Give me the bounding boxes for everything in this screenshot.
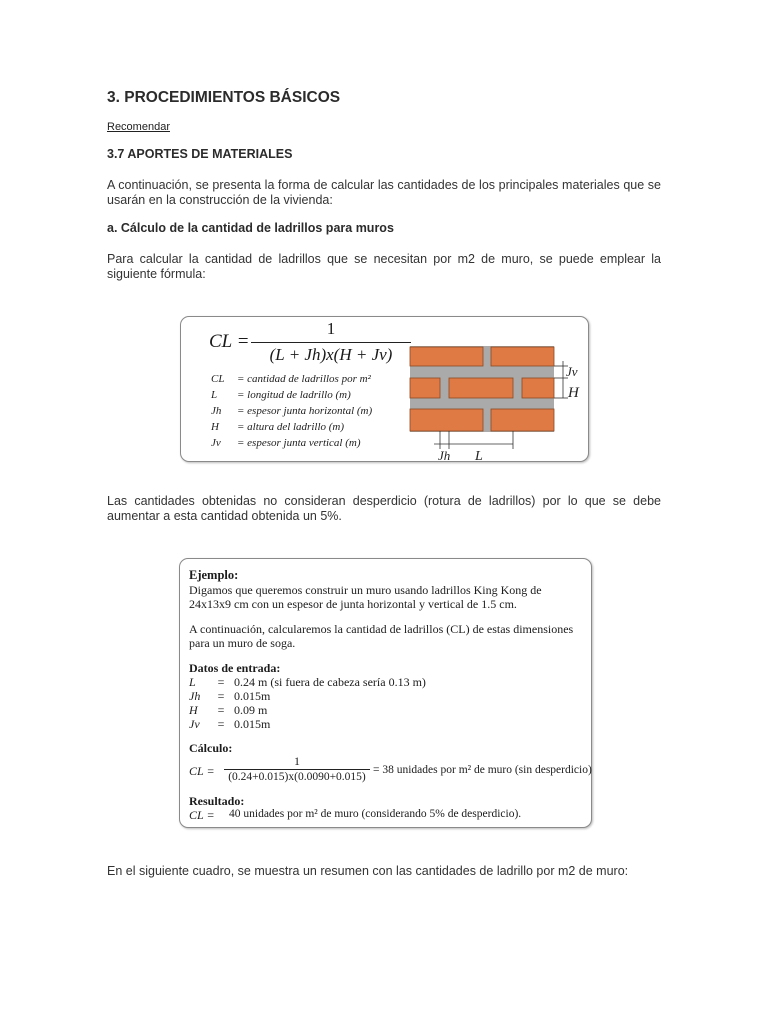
jh-label: Jh <box>438 448 451 461</box>
brick <box>491 347 554 366</box>
calc-title: Cálculo: <box>189 741 233 755</box>
calc-denominator: (0.24+0.015)x(0.0090+0.015) <box>228 771 366 783</box>
input-row: Jv = 0.015m <box>189 717 271 731</box>
input-row: Jh = 0.015m <box>189 689 271 703</box>
brick <box>410 409 483 431</box>
page-title: 3. PROCEDIMIENTOS BÁSICOS <box>107 89 341 106</box>
legend-row: Jh = espesor junta horizontal (m) <box>211 405 373 417</box>
legend-row: Jv = espesor junta vertical (m) <box>211 437 361 449</box>
example-text-line: para un muro de soga. <box>189 636 296 650</box>
fraction-bar <box>251 342 411 343</box>
example-text-line: A continuación, calcularemos la cantidad de ladrillos (CL) de estas dimensiones <box>189 622 574 636</box>
brick <box>410 378 440 398</box>
calc-numerator: 1 <box>294 754 300 768</box>
formula-lhs: CL = <box>209 331 250 352</box>
l-label: L <box>475 449 483 461</box>
formula-denominator: (L + Jh)x(H + Jv) <box>269 345 393 364</box>
brick <box>491 409 554 431</box>
result-lhs: CL = <box>189 808 215 822</box>
legend-row: L = longitud de ladrillo (m) <box>211 389 351 401</box>
legend-row: H = altura del ladrillo (m) <box>211 421 345 433</box>
brick <box>522 378 554 398</box>
example-text-line: 24x13x9 cm con un espesor de junta horizontal y vertical de 1.5 cm. <box>189 597 517 611</box>
inputs-title: Datos de entrada: <box>189 661 281 675</box>
input-row: H = 0.09 m <box>189 703 268 717</box>
calc-lhs: CL = <box>189 764 215 778</box>
input-row: L = 0.24 m (si fuera de cabeza sería 0.13 m) <box>189 675 426 689</box>
brick-wall-diagram <box>406 343 586 461</box>
calc-result: = 38 unidades por m² de muro (sin desperdicio) <box>373 764 592 776</box>
result-title: Resultado: <box>189 794 245 808</box>
calc-fraction-bar <box>224 769 370 770</box>
legend-row: CL = cantidad de ladrillos por m² <box>211 373 371 385</box>
example-title: Ejemplo: <box>189 568 239 582</box>
summary-paragraph: En el siguiente cuadro, se muestra un resumen con las cantidades de ladrillo por m2 de muro: <box>107 864 629 878</box>
result-text: 40 unidades por m² de muro (considerando 5% de desperdicio). <box>229 808 522 820</box>
formula-figure <box>180 316 589 462</box>
intro-paragraph: A continuación, se presenta la forma de calcular las cantidades de los principales materiales que se usarán en la construcción de la vivienda: <box>107 178 661 207</box>
formula-numerator: 1 <box>326 319 336 338</box>
subsection-heading: a. Cálculo de la cantidad de ladrillos para muros <box>107 221 394 235</box>
h-label: H <box>568 385 579 401</box>
recommend-link[interactable]: Recomendar <box>107 121 170 133</box>
waste-paragraph: Las cantidades obtenidas no consideran desperdicio (rotura de ladrillos) por lo que se debe aumentar a esta cantidad obtenida un 5%. <box>107 494 661 523</box>
brick <box>410 347 483 366</box>
formula-intro-paragraph: Para calcular la cantidad de ladrillos que se necesitan por m2 de muro, se puede emplear la siguiente fórmula: <box>107 252 661 281</box>
section-heading: 3.7 APORTES DE MATERIALES <box>107 147 293 161</box>
example-text-line: Digamos que queremos construir un muro usando ladrillos King Kong de <box>189 583 542 597</box>
brick <box>449 378 513 398</box>
jv-label: Jv <box>566 364 578 379</box>
